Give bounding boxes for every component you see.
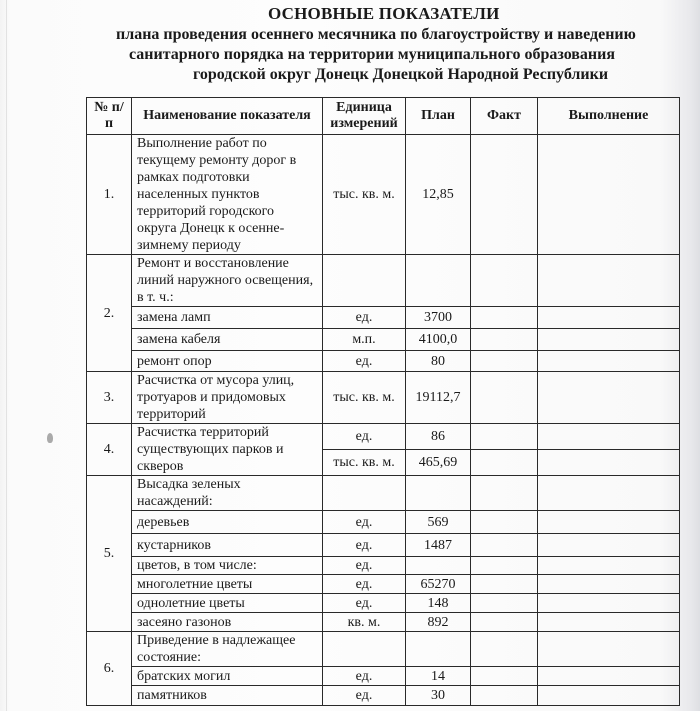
execution-cell — [538, 613, 680, 632]
table-row — [87, 686, 680, 706]
document-subtitle-line-3: городской округ Донецк Донецкой Народной Республики — [193, 66, 609, 83]
row-number: 6. — [87, 632, 132, 706]
fact-cell — [471, 667, 538, 686]
indicator-name: деревьев — [132, 511, 323, 534]
plan-cell: 3700 — [406, 307, 471, 329]
indicator-name: братских могил — [132, 667, 323, 686]
plan-cell: 80 — [406, 351, 471, 372]
plan-cell: 1487 — [406, 534, 471, 557]
scan-smudge — [47, 433, 53, 443]
fact-cell — [471, 575, 538, 594]
fact-cell — [471, 307, 538, 329]
fact-cell — [471, 686, 538, 706]
document-subtitle-line-1: плана проведения осеннего месячника по благоустройству и наведению — [116, 26, 636, 43]
fact-cell — [471, 594, 538, 613]
table-row — [87, 575, 680, 594]
unit-cell: ед. — [323, 686, 406, 706]
indicator-name: ремонт опор — [132, 351, 323, 372]
document-subtitle-line-2: санитарного порядка на территории муниципального образования — [129, 46, 616, 63]
execution-cell — [538, 135, 680, 255]
plan-cell — [406, 255, 471, 307]
plan-cell: 86 — [406, 424, 471, 450]
unit-cell: тыс. кв. м. — [323, 372, 406, 424]
execution-cell — [538, 372, 680, 424]
fact-cell — [471, 557, 538, 575]
unit-cell: ед. — [323, 351, 406, 372]
plan-cell: 4100,0 — [406, 329, 471, 351]
indicators-table — [86, 97, 680, 706]
execution-cell — [538, 667, 680, 686]
fact-cell — [471, 632, 538, 667]
plan-cell: 30 — [406, 686, 471, 706]
plan-cell: 892 — [406, 613, 471, 632]
fact-cell — [471, 255, 538, 307]
table-row — [87, 372, 680, 424]
execution-cell — [538, 329, 680, 351]
table-row — [87, 667, 680, 686]
table-row — [87, 255, 680, 307]
plan-cell: 465,69 — [406, 450, 471, 476]
execution-cell — [538, 557, 680, 575]
plan-cell: 148 — [406, 594, 471, 613]
row-number: 4. — [87, 424, 132, 476]
execution-cell — [538, 594, 680, 613]
execution-cell — [538, 476, 680, 511]
fact-cell — [471, 329, 538, 351]
header-execution: Выполнение — [538, 98, 680, 135]
fact-cell — [471, 351, 538, 372]
table-row — [87, 632, 680, 667]
header-name: Наименование показателя — [132, 98, 323, 135]
fact-cell — [471, 372, 538, 424]
execution-cell — [538, 511, 680, 534]
unit-cell: ед. — [323, 534, 406, 557]
indicator-name: однолетние цветы — [132, 594, 323, 613]
execution-cell — [538, 450, 680, 476]
table-row — [87, 307, 680, 329]
header-num: № п/п — [87, 98, 132, 135]
plan-cell: 14 — [406, 667, 471, 686]
indicator-name: Приведение в надлежащее состояние: — [132, 632, 323, 667]
indicator-name: замена кабеля — [132, 329, 323, 351]
unit-cell: ед. — [323, 594, 406, 613]
header-fact: Факт — [471, 98, 538, 135]
row-number: 1. — [87, 135, 132, 255]
row-number: 3. — [87, 372, 132, 424]
header-plan: План — [406, 98, 471, 135]
indicator-name: Расчистка от мусора улиц, тротуаров и придомовых территорий — [132, 372, 323, 424]
table-row — [87, 557, 680, 575]
fact-cell — [471, 450, 538, 476]
unit-cell: ед. — [323, 424, 406, 450]
indicator-name: кустарников — [132, 534, 323, 557]
table-row — [87, 511, 680, 534]
table-row — [87, 613, 680, 632]
plan-cell — [406, 557, 471, 575]
indicator-name: засеяно газонов — [132, 613, 323, 632]
unit-cell — [323, 476, 406, 511]
plan-cell: 569 — [406, 511, 471, 534]
unit-cell: тыс. кв. м. — [323, 450, 406, 476]
header-unit: Единица измерений — [323, 98, 406, 135]
unit-cell: ед. — [323, 667, 406, 686]
table-row — [87, 534, 680, 557]
unit-cell: ед. — [323, 575, 406, 594]
plan-cell — [406, 632, 471, 667]
execution-cell — [538, 632, 680, 667]
execution-cell — [538, 686, 680, 706]
table-row — [87, 329, 680, 351]
unit-cell: ед. — [323, 557, 406, 575]
indicator-name: Выполнение работ по текущему ремонту дорог в рамках подготовки населенных пунктов территорий городского округа Донецк к осенне-зимнему периоду — [132, 135, 323, 255]
indicator-name: Ремонт и восстановление линий наружного освещения, в т. ч.: — [132, 255, 323, 307]
indicator-name: замена ламп — [132, 307, 323, 329]
execution-cell — [538, 424, 680, 450]
row-number: 5. — [87, 476, 132, 632]
execution-cell — [538, 307, 680, 329]
unit-cell: ед. — [323, 511, 406, 534]
row-number: 2. — [87, 255, 132, 372]
indicator-name: многолетние цветы — [132, 575, 323, 594]
table-row — [87, 135, 680, 255]
unit-cell: тыс. кв. м. — [323, 135, 406, 255]
execution-cell — [538, 255, 680, 307]
document-title: ОСНОВНЫЕ ПОКАЗАТЕЛИ — [268, 4, 500, 23]
indicator-name: памятников — [132, 686, 323, 706]
plan-cell — [406, 476, 471, 511]
table-row — [87, 594, 680, 613]
execution-cell — [538, 351, 680, 372]
fact-cell — [471, 511, 538, 534]
execution-cell — [538, 575, 680, 594]
unit-cell — [323, 632, 406, 667]
table-row — [87, 351, 680, 372]
indicator-name: Расчистка территорий существующих парков и скверов — [132, 424, 323, 476]
unit-cell: кв. м. — [323, 613, 406, 632]
unit-cell: м.п. — [323, 329, 406, 351]
indicator-name: Высадка зеленых насаждений: — [132, 476, 323, 511]
fact-cell — [471, 534, 538, 557]
table-row — [87, 424, 680, 450]
plan-cell: 12,85 — [406, 135, 471, 255]
fact-cell — [471, 135, 538, 255]
page-edge-line — [6, 0, 7, 711]
fact-cell — [471, 424, 538, 450]
plan-cell: 19112,7 — [406, 372, 471, 424]
indicator-name: цветов, в том числе: — [132, 557, 323, 575]
fact-cell — [471, 613, 538, 632]
unit-cell: ед. — [323, 307, 406, 329]
unit-cell — [323, 255, 406, 307]
table-row — [87, 476, 680, 511]
table-header-row — [87, 98, 680, 135]
plan-cell: 65270 — [406, 575, 471, 594]
fact-cell — [471, 476, 538, 511]
execution-cell — [538, 534, 680, 557]
